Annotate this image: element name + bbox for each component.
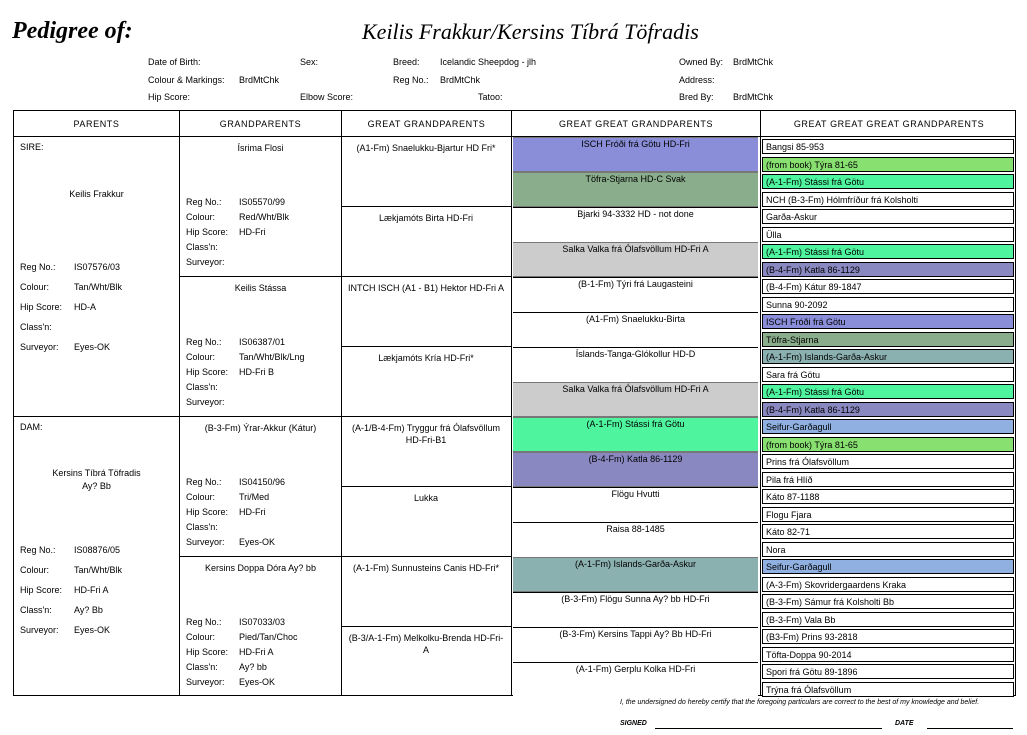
great-great-grandparent-cell: Töfra-Stjarna HD-C Svak [513,172,758,207]
column-divider [179,111,180,695]
field-label: Class'n: [186,662,218,672]
field-label: Colour: [20,282,50,292]
grandparent-reg: IS07033/03 [239,617,286,627]
great-great-great-grandparent-cell: Nora [762,542,1014,557]
bred-by-label: Bred By: [679,92,714,102]
pedigree-label: Pedigree of: [12,18,133,44]
great-great-great-grandparent-cell: (B-3-Fm) Vala Bb [762,612,1014,627]
grandparent-colour: Red/Wht/Blk [239,212,290,222]
grandparent-surveyor: Eyes-OK [239,537,276,547]
dam-surveyor: Eyes-OK [74,625,111,635]
field-label: Class'n: [186,242,218,252]
great-great-great-grandparent-cell: (B-4-Fm) Katla 86-1129 [762,262,1014,277]
great-great-grandparent-cell: Flögu Hvutti [513,487,758,522]
grandparent-class: Ay? bb [239,662,267,672]
signature-line[interactable] [655,728,882,729]
field-label: Hip Score: [186,227,229,237]
column-header-grandparents: GRANDPARENTS [219,119,302,129]
dam-label: DAM: [20,422,43,432]
field-label: Hip Score: [186,367,229,377]
great-great-grandparent-cell: (A-1-Fm) Stássi frá Götu [513,417,758,452]
great-great-grandparent-cell: ISCH Fróði frá Götu HD-Fri [513,137,758,172]
great-great-great-grandparent-cell: Káto 82-71 [762,524,1014,539]
great-great-great-grandparent-cell: Trýna frá Ólafsvöllum [762,682,1014,697]
dob-label: Date of Birth: [148,57,201,67]
address-label: Address: [679,75,715,85]
great-grandparent-name: Lækjamóts Birta HD-Fri [378,213,473,223]
bred-by-value: BrdMtChk [733,92,774,102]
dam-hip: HD-Fri A [74,585,109,595]
great-great-grandparent-cell: (B-3-Fm) Flögu Sunna Ay? bb HD-Fri [513,592,758,627]
dam-reg: IS08876/05 [74,545,121,555]
field-label: Surveyor: [186,397,225,407]
date-label: DATE [895,720,914,727]
great-grandparent-name: Lækjamóts Kría HD-Fri* [378,353,474,363]
great-great-great-grandparent-cell: Pila frá Hlíð [762,472,1014,487]
tatoo-label: Tatoo: [478,92,503,102]
column-header-great-great-great-grandparents: GREAT GREAT GREAT GRANDPARENTS [793,119,985,129]
great-grandparent-name: (B-3/A-1-Fm) Melkolku-Brenda HD-Fri-A [348,633,504,655]
great-great-grandparent-cell: (A-1-Fm) Gerplu Kolka HD-Fri [513,662,758,697]
great-great-great-grandparent-cell: (B-4-Fm) Kátur 89-1847 [762,279,1014,294]
dam-class: Ay? Bb [74,605,103,615]
column-divider [341,111,342,695]
field-label: Surveyor: [186,537,225,547]
great-grandparent-name: (A1-Fm) Snaelukku-Bjartur HD Fri* [356,143,496,153]
grandparent-hip: HD-Fri [239,507,266,517]
great-great-great-grandparent-cell: (A-3-Fm) Skovridergaardens Kraka [762,577,1014,592]
great-grandparent-name: (A-1-Fm) Sunnusteins Canis HD-Fri* [352,563,500,573]
breed-label: Breed: [393,57,420,67]
row-divider [341,556,511,557]
signed-label: SIGNED [620,720,647,727]
great-great-great-grandparent-cell: Káto 87-1188 [762,489,1014,504]
field-label: Surveyor: [186,677,225,687]
sire-reg: IS07576/03 [74,262,121,272]
great-great-great-grandparent-cell: Seifur-Garðagull [762,419,1014,434]
field-label: Surveyor: [20,342,59,352]
great-grandparent-name: Lukka [413,493,439,503]
grandparent-hip: HD-Fri A [239,647,274,657]
field-label: Class'n: [20,322,52,332]
great-great-grandparent-cell: Íslands-Tanga-Glókollur HD-D [513,347,758,382]
great-great-grandparent-cell: (A-1-Fm) Islands-Garða-Askur [513,557,758,592]
field-label: Colour: [20,565,50,575]
great-great-great-grandparent-cell: Spori frá Götu 89-1896 [762,664,1014,679]
grandparent-name: (B-3-Fm) Ýrar-Akkur (Kátur) [204,423,317,433]
column-header-great-great-grandparents: GREAT GREAT GRANDPARENTS [558,119,714,129]
field-label: Class'n: [186,522,218,532]
row-divider [341,206,511,207]
great-great-great-grandparent-cell: Ülla [762,227,1014,242]
great-great-great-grandparent-cell: (A-1-Fm) Stássi frá Götu [762,384,1014,399]
row-divider [341,346,511,347]
dam-name: Kersins Tíbrá Töfradis [52,468,141,478]
great-great-grandparent-cell: (B-4-Fm) Katla 86-1129 [513,452,758,487]
field-label: Hip Score: [186,647,229,657]
date-line[interactable] [927,728,1013,729]
grandparent-name: Kersins Doppa Dóra Ay? bb [205,563,316,573]
grandparent-reg: IS06387/01 [239,337,286,347]
field-label: Colour: [186,352,216,362]
grandparent-colour: Pied/Tan/Choc [239,632,298,642]
field-label: Colour: [186,492,216,502]
field-label: Class'n: [20,605,52,615]
column-divider [511,111,512,695]
row-divider [179,276,342,277]
grandparent-colour: Tan/Wht/Blk/Lng [239,352,305,362]
great-great-great-grandparent-cell: ISCH Fróði frá Götu [762,314,1014,329]
sire-name: Keilis Frakkur [69,189,124,199]
colour-markings-label: Colour & Markings: [148,75,225,85]
great-great-great-grandparent-cell: Sara frá Götu [762,367,1014,382]
great-great-great-grandparent-cell: Garða-Askur [762,209,1014,224]
field-label: Colour: [186,632,216,642]
great-grandparent-name: (A-1/B-4-Fm) Tryggur frá Ólafsvöllum HD-Fri-B1 [351,423,501,445]
dam-name-genetics: Ay? Bb [82,481,111,491]
hip-score-label: Hip Score: [148,92,191,102]
owned-label: Owned By: [679,57,724,67]
grandparent-surveyor: Eyes-OK [239,677,276,687]
great-great-great-grandparent-cell: Flogu Fjara [762,507,1014,522]
field-label: Reg No.: [20,545,56,555]
column-header-great-grandparents: GREAT GRANDPARENTS [367,119,486,129]
row-divider [341,416,511,417]
breed-value: Icelandic Sheepdog - jlh [440,57,537,67]
grandparent-reg: IS04150/96 [239,477,286,487]
reg-value: BrdMtChk [440,75,481,85]
field-label: Reg No.: [186,617,222,627]
field-label: Reg No.: [186,477,222,487]
great-great-grandparent-cell: (B-1-Fm) Týri frá Laugasteini [513,277,758,312]
great-great-great-grandparent-cell: (B-4-Fm) Katla 86-1129 [762,402,1014,417]
great-great-great-grandparent-cell: NCH (B-3-Fm) Hólmfríður frá Kolsholti [762,192,1014,207]
sex-label: Sex: [300,57,319,67]
row-divider [341,626,511,627]
grandparent-colour: Tri/Med [239,492,270,502]
great-great-grandparent-cell: (A1-Fm) Snaelukku-Birta [513,312,758,347]
great-great-grandparent-cell: Salka Valka frá Ólafsvöllum HD-Fri A [513,242,758,277]
column-header-parents: PARENTS [73,119,120,129]
field-label: Colour: [186,212,216,222]
great-great-great-grandparent-cell: (B3-Fm) Prins 93-2818 [762,629,1014,644]
owned-value: BrdMtChk [733,57,774,67]
field-label: Reg No.: [186,197,222,207]
great-great-great-grandparent-cell: (from book) Týra 81-65 [762,437,1014,452]
sire-hip: HD-A [74,302,96,312]
great-great-great-grandparent-cell: Prins frá Ólafsvöllum [762,454,1014,469]
great-great-great-grandparent-cell: (B-3-Fm) Sámur frá Kolsholti Bb [762,594,1014,609]
grandparent-name: Keilis Stássa [234,283,287,293]
row-divider [341,486,511,487]
sire-surveyor: Eyes-OK [74,342,111,352]
great-great-great-grandparent-cell: (A-1-Fm) Islands-Garða-Askur [762,349,1014,364]
dog-name-title: Keilis Frakkur/Kersins Tíbrá Töfradis [362,19,699,44]
reg-label: Reg No.: [393,75,429,85]
column-divider [760,111,761,695]
colour-markings-value: BrdMtChk [239,75,280,85]
pedigree-table [13,110,1016,696]
great-great-great-grandparent-cell: Töfra-Stjarna [762,332,1014,347]
field-label: Hip Score: [20,585,63,595]
great-great-great-grandparent-cell: (A-1-Fm) Stássi frá Götu [762,174,1014,189]
dam-colour: Tan/Wht/Blk [74,565,123,575]
great-great-great-grandparent-cell: (from book) Týra 81-65 [762,157,1014,172]
elbow-score-label: Elbow Score: [300,92,354,102]
great-great-great-grandparent-cell: Sunna 90-2092 [762,297,1014,312]
sire-label: SIRE: [20,142,44,152]
grandparent-name: Ísrima Flosi [237,143,284,153]
grandparent-hip: HD-Fri B [239,367,274,377]
row-divider [179,556,342,557]
great-great-grandparent-cell: Raisa 88-1485 [513,522,758,557]
field-label: Reg No.: [20,262,56,272]
field-label: Class'n: [186,382,218,392]
great-great-great-grandparent-cell: (A-1-Fm) Stássi frá Götu [762,244,1014,259]
field-label: Hip Score: [186,507,229,517]
great-great-grandparent-cell: Bjarki 94-3332 HD - not done [513,207,758,242]
row-divider [14,416,342,417]
great-great-grandparent-cell: Salka Valka frá Ólafsvöllum HD-Fri A [513,382,758,417]
field-label: Hip Score: [20,302,63,312]
great-great-great-grandparent-cell: Töfta-Doppa 90-2014 [762,647,1014,662]
grandparent-hip: HD-Fri [239,227,266,237]
great-great-great-grandparent-cell: Seifur-Garðagull [762,559,1014,574]
great-great-grandparent-cell: (B-3-Fm) Kersins Tappi Ay? Bb HD-Fri [513,627,758,662]
great-grandparent-name: INTCH ISCH (A1 - B1) Hektor HD-Fri A [347,283,504,293]
field-label: Reg No.: [186,337,222,347]
sire-colour: Tan/Wht/Blk [74,282,123,292]
field-label: Surveyor: [20,625,59,635]
grandparent-reg: IS05570/99 [239,197,286,207]
great-great-great-grandparent-cell: Bangsi 85-953 [762,139,1014,154]
field-label: Surveyor: [186,257,225,267]
row-divider [341,276,511,277]
certification-text: I, the undersigned do hereby certify that the foregoing particulars are correct to the best of my knowledge and belief. [620,699,980,706]
